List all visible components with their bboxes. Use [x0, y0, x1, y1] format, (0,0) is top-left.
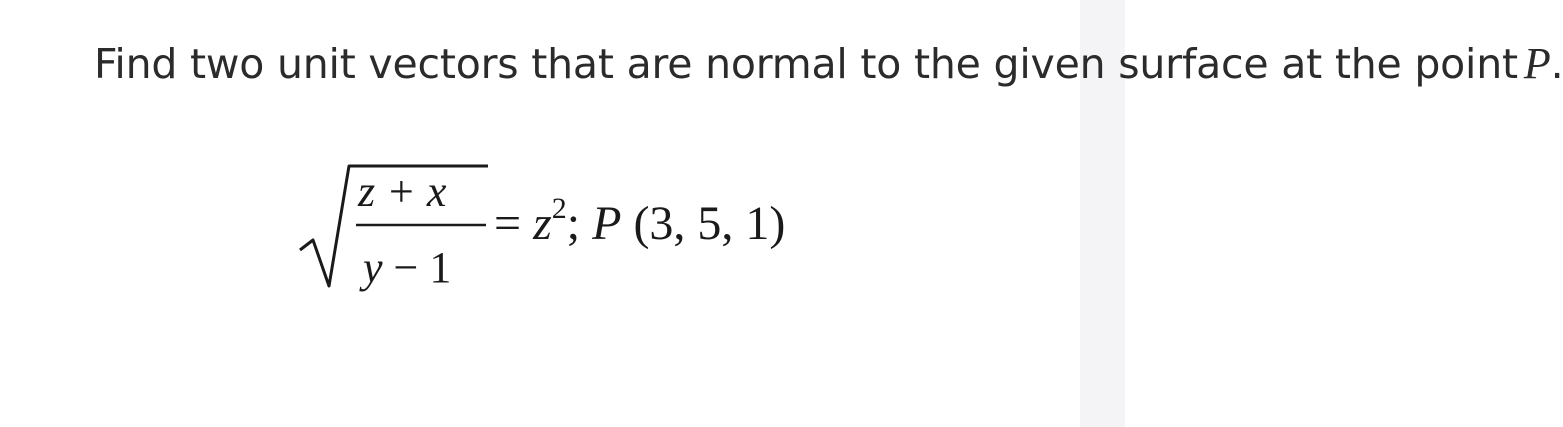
question-period: . [1550, 40, 1563, 88]
denominator-constant: − 1 [382, 243, 452, 292]
rhs-variable: z [533, 197, 552, 250]
equation-right-side [494, 192, 786, 251]
question-body: Find two unit vectors that are normal to the given surface at the point [94, 40, 1518, 88]
rhs-separator: ; [566, 197, 593, 250]
equals-sign: = [494, 197, 534, 250]
fraction-numerator: z + x [358, 167, 447, 216]
denominator-variable: y [363, 243, 383, 292]
rhs-point-coordinates: (3, 5, 1) [621, 197, 786, 250]
rhs-point-variable: P [592, 197, 622, 250]
point-variable: P [1523, 39, 1551, 88]
fraction-denominator [363, 242, 451, 293]
rhs-exponent: 2 [551, 192, 567, 225]
